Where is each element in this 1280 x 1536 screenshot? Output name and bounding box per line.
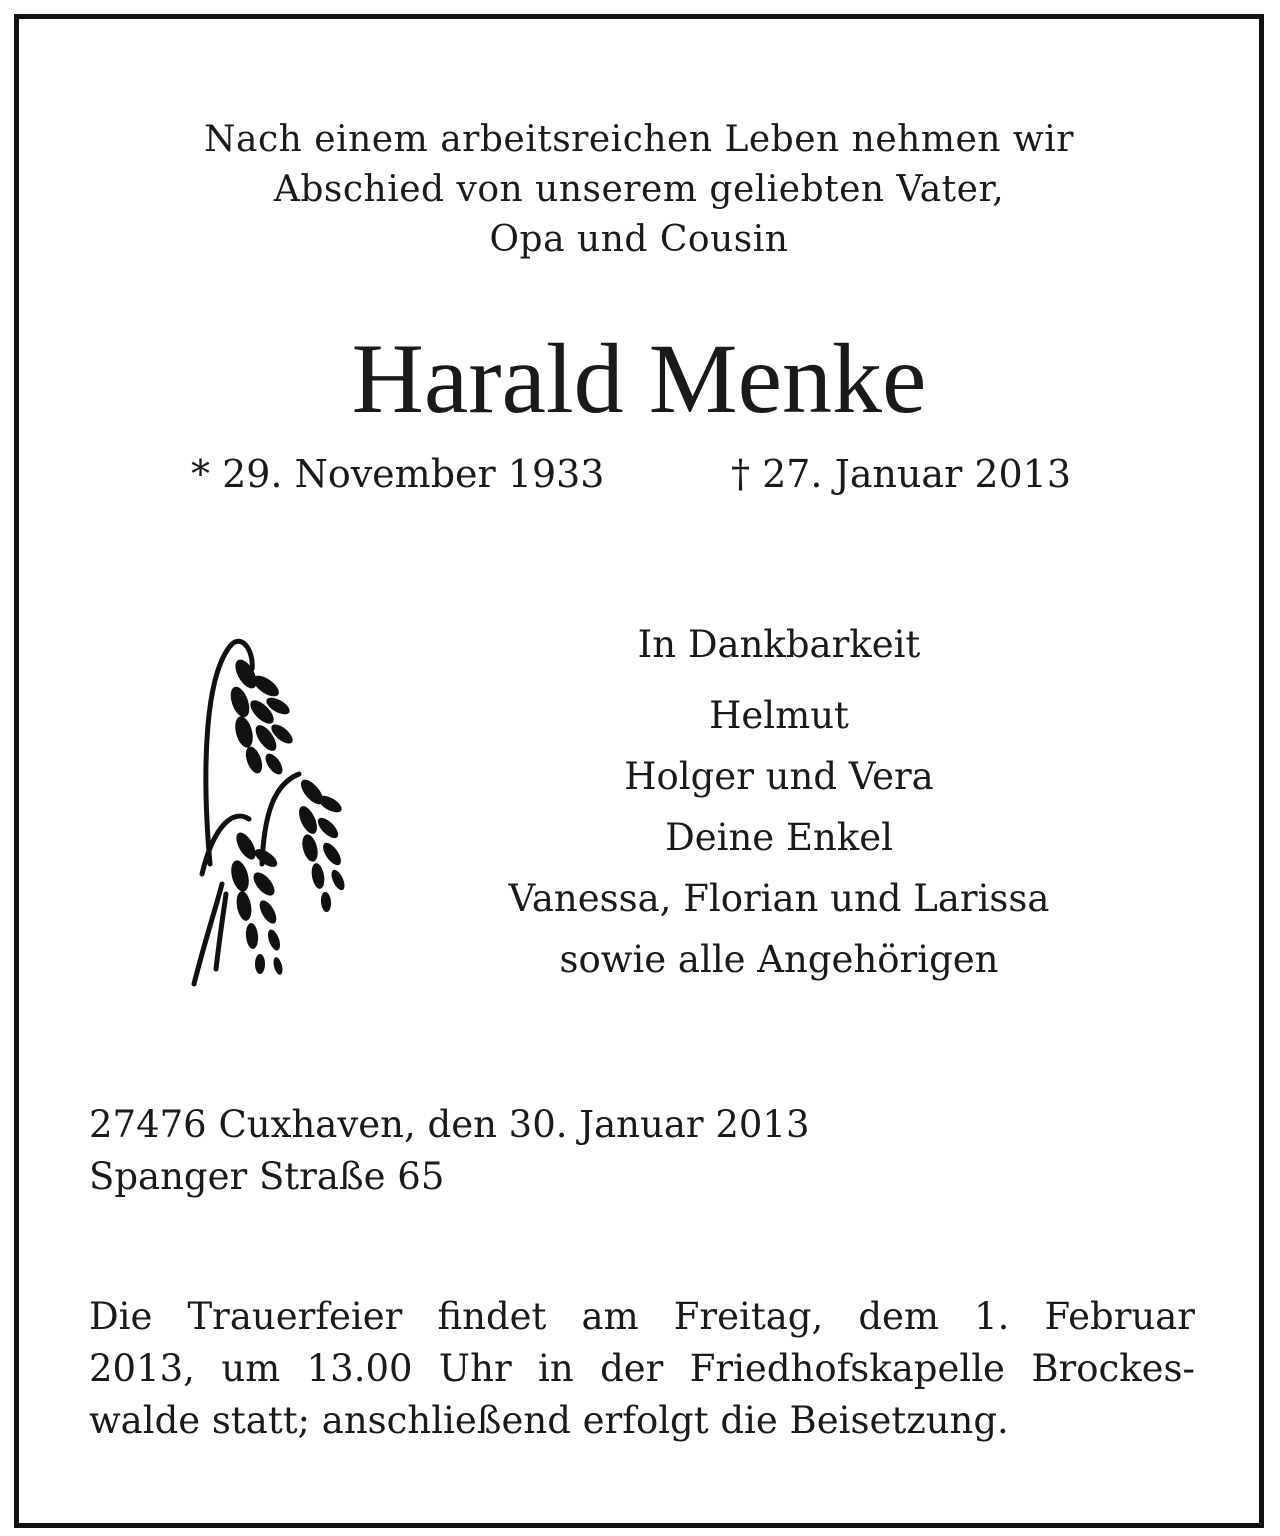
birth-date: * 29. November 1933 (191, 452, 605, 496)
mourner-line: Helmut (709, 694, 849, 737)
ceremony-line: Die Trauerfeier findet am Freitag, dem 1. Februar (89, 1295, 1195, 1338)
intro-line: Abschied von unserem geliebten Vater, (273, 169, 1005, 210)
intro-line: Opa und Cousin (489, 219, 789, 260)
mourner-line: Holger und Vera (624, 755, 934, 798)
place-date: 27476 Cuxhaven, den 30. Januar 2013 (89, 1103, 810, 1146)
thanks-heading: In Dankbarkeit (637, 623, 921, 666)
intro-line: Nach einem arbeitsreichen Leben nehmen wir (204, 119, 1074, 160)
ceremony-line: walde statt; anschließend erfolgt die Beisetzung. (89, 1399, 1009, 1442)
mourner-line: sowie alle Angehörigen (559, 938, 999, 981)
thanks-block (419, 617, 1139, 990)
death-date: † 27. Januar 2013 (731, 452, 1072, 496)
mourner-line: Vanessa, Florian und Larissa (508, 877, 1050, 920)
street-address: Spanger Straße 65 (89, 1155, 445, 1198)
deceased-name: Harald Menke (351, 323, 927, 434)
obituary-notice (14, 14, 1264, 1528)
ceremony-text (89, 1291, 1195, 1447)
wheat-icon (174, 614, 364, 994)
intro-text (19, 115, 1259, 265)
address-block (89, 1099, 810, 1203)
ceremony-line: 2013, um 13.00 Uhr in der Friedhofskapelle Brockes- (89, 1347, 1195, 1390)
mourner-line: Deine Enkel (665, 816, 893, 859)
